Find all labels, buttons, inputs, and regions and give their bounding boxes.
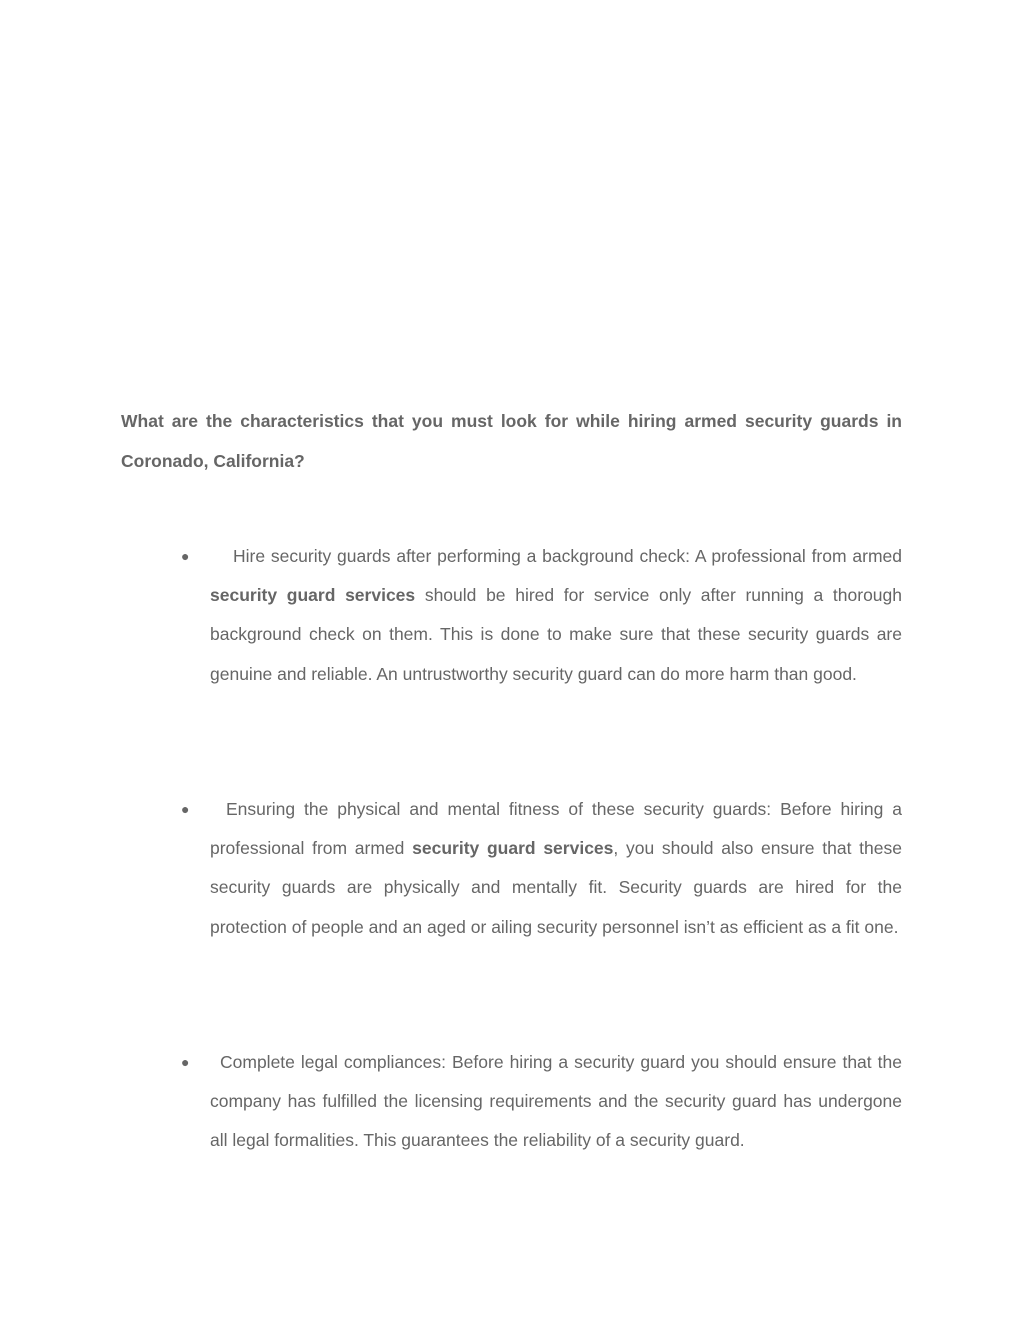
page-heading: What are the characteristics that you must look for while hiring armed security guards in Coronado, California? — [121, 411, 902, 471]
list-item-text: Ensuring the physical and mental fitness of these security guards: Before hiring a professional from armed — [210, 799, 902, 859]
list-item-text: , you should also ensure that these security guards are physically and mentally fit. Security guards are hired for the protection of people and an aged or ailing security personnel isn’t as efficient as a fit one. — [210, 838, 902, 937]
bullet-icon: ● — [181, 548, 190, 564]
list-item-text: Complete legal compliances: Before hiring a security guard you should ensure that the company has fulfilled the licensing requirements and the security guard has undergone all legal formalities. This guarantees the reliability of a security guard. — [210, 1052, 902, 1151]
list-item-text: Hire security guards after performing a background check: A professional from armed — [233, 546, 902, 566]
list-item-bold-text: security guard services — [412, 838, 614, 859]
bullet-icon: ● — [181, 801, 190, 817]
list-item — [210, 537, 902, 694]
list-item — [210, 790, 902, 947]
list-item-text: should be hired for service only after running a thorough background check on them. This is done to make sure that these security guards are genuine and reliable. An untrustworthy security guard can do more harm than good. — [210, 585, 902, 684]
bullet-icon: ● — [181, 1054, 190, 1070]
list-item — [210, 1043, 902, 1161]
list-item-bold-text: security guard services — [210, 585, 416, 606]
